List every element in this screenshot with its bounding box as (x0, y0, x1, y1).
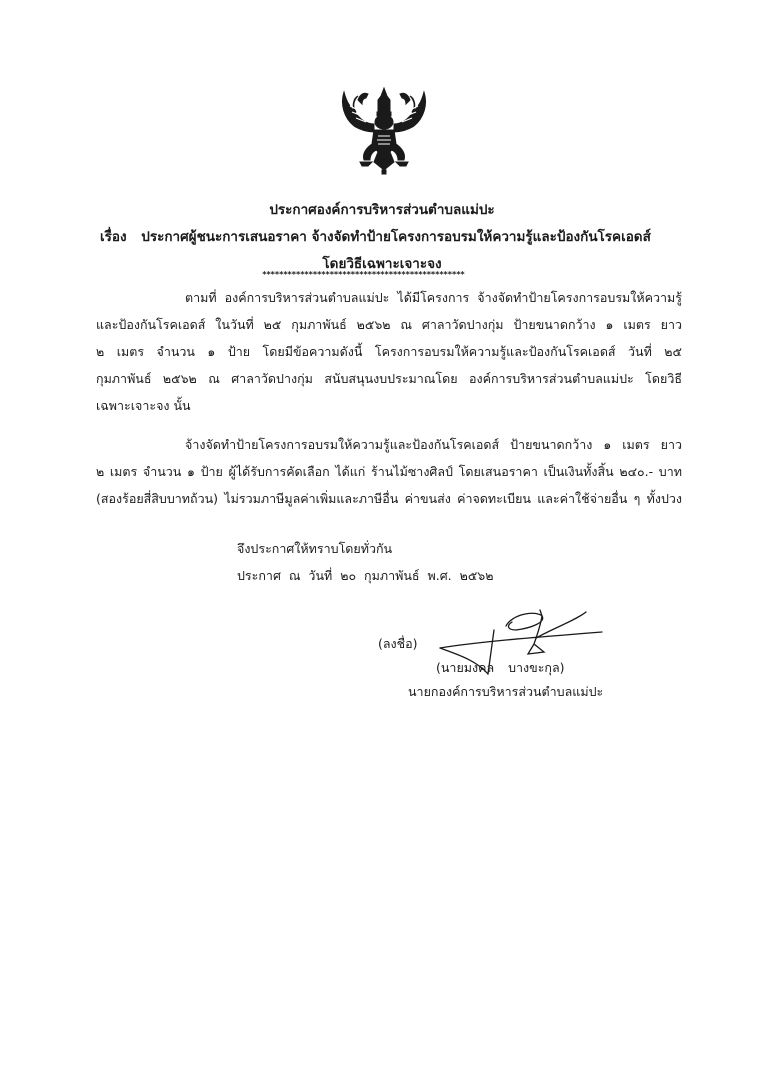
signatory-name: (นายมงคล บางขะกุล) (436, 660, 565, 675)
signatory-position: นายกองค์การบริหารส่วนตำบลแม่ปะ (408, 684, 604, 699)
paragraph2-line: จ้างจัดทำป้ายโครงการอบรมให้ความรู้และป้องกันโรคเอดส์ ป้ายขนาดกว้าง ๑ เมตร ยาว (185, 437, 682, 452)
subject-label: เรื่อง (100, 229, 127, 245)
paragraph1-line: ๒ เมตร จำนวน ๑ ป้าย โดยมีข้อความดังนี้ โครงการอบรมให้ความรู้และป้องกันโรคเอดส์ วันที่ ๒๕ (96, 344, 682, 359)
paragraph1-line: และป้องกันโรคเอดส์ ในวันที่ ๒๕ กุมภาพันธ์ ๒๕๖๒ ณ ศาลาวัดปางกุ่ม ป้ายขนาดกว้าง ๑ เมตร ยาว (96, 317, 682, 332)
subject-text: ประกาศผู้ชนะการเสนอราคา จ้างจัดทำป้ายโครงการอบรมให้ความรู้และป้องกันโรคเอดส์ (141, 229, 651, 245)
announcement-date: ประกาศ ณ วันที่ ๒๐ กุมภาพันธ์ พ.ศ. ๒๕๖๒ (237, 568, 494, 583)
procurement-method: โดยวิธีเฉพาะเจาะจง (322, 256, 442, 272)
closing-announcement: จึงประกาศให้ทราบโดยทั่วกัน (237, 541, 393, 556)
paragraph2-line: ๒ เมตร จำนวน ๑ ป้าย ผู้ได้รับการคัดเลือก ได้แก่ ร้านไม้ซางศิลป์ โดยเสนอราคา เป็นเงินทั้งสิ้น ๒๔๐.- บาท (96, 464, 682, 479)
paragraph1-line: ตามที่ องค์การบริหารส่วนตำบลแม่ปะ ได้มีโครงการ จ้างจัดทำป้ายโครงการอบรมให้ความรู้ (185, 290, 682, 305)
document-subject-line (100, 228, 651, 246)
garuda-emblem-icon (338, 82, 430, 178)
paragraph1-line: เฉพาะเจาะจง นั้น (96, 398, 191, 413)
paragraph1-line: กุมภาพันธ์ ๒๕๖๒ ณ ศาลาวัดปางกุ่ม สนับสนุนงบประมาณโดย องค์การบริหารส่วนตำบลแม่ปะ โดยวิธี (96, 371, 682, 386)
paragraph2-line: (สองร้อยสี่สิบบาทถ้วน) ไม่รวมภาษีมูลค่าเพิ่มและภาษีอื่น ค่าขนส่ง ค่าจดทะเบียน และค่าใช้จ่ายอื่น ๆ ทั้งปวง (96, 491, 682, 506)
separator-line: ************************************************ (262, 270, 465, 279)
sign-label: (ลงชื่อ) (378, 636, 418, 651)
document-organization-title: ประกาศองค์การบริหารส่วนตำบลแม่ปะ (269, 202, 495, 218)
